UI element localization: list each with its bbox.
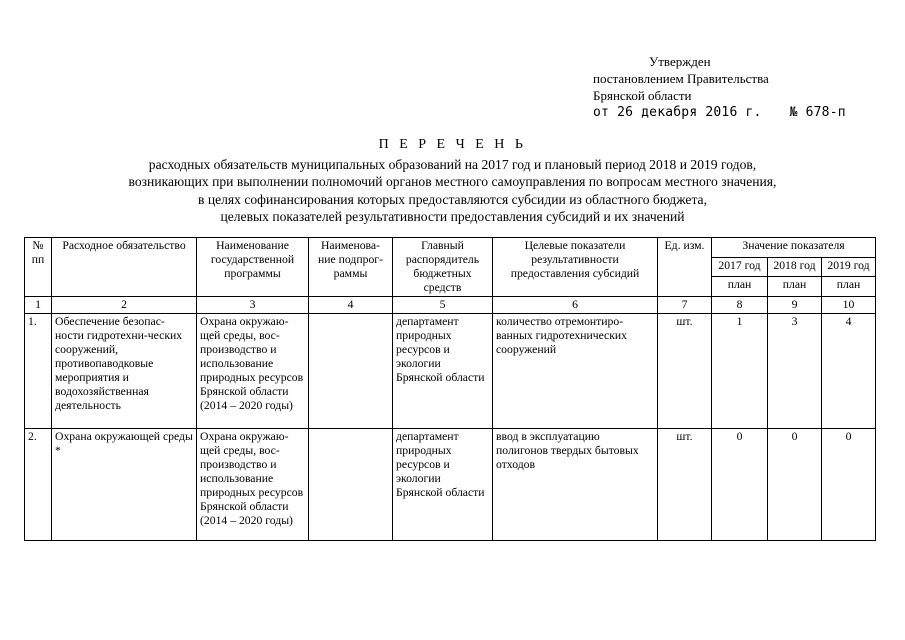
row-obligation: Обеспечение безопас-ности гидротехни-ческих сооружений, противопаводковые мероприятия и водохозяйственная деятельность: [52, 314, 197, 429]
approval-line-2: постановлением Правительства: [593, 71, 769, 86]
header-year-2017: 2017 год: [712, 257, 768, 277]
header-plan-2017: план: [712, 277, 768, 297]
col-number: 4: [309, 297, 393, 314]
row-program: Охрана окружаю-щей среды, вос-производство и использование природных ресурсов Брянской области (2014 – 2020 годы): [197, 429, 309, 541]
row-value-2017: 1: [712, 314, 768, 429]
col-number: 6: [493, 297, 658, 314]
header-obligation: Расходное обязательство: [52, 238, 197, 297]
col-number: 3: [197, 297, 309, 314]
row-value-2018: 0: [768, 429, 822, 541]
approval-block: [593, 53, 846, 121]
row-value-2019: 4: [822, 314, 876, 429]
table-row: [25, 314, 876, 429]
header-program: Наименование государственной программы: [197, 238, 309, 297]
header-unit: Ед. изм.: [658, 238, 712, 297]
title-line-3: в целях софинансирования которых предоставляются субсидии из областного бюджета,: [198, 191, 707, 207]
col-number: 10: [822, 297, 876, 314]
approval-line-3: Брянской области: [593, 88, 692, 103]
row-unit: шт.: [658, 314, 712, 429]
row-obligation: Охрана окружающей среды *: [52, 429, 197, 541]
approval-date-line: [593, 104, 846, 121]
header-plan-2019: план: [822, 277, 876, 297]
row-subprogram: [309, 429, 393, 541]
header-manager: Главный распорядитель бюджетных средств: [393, 238, 493, 297]
approval-line-1: Утвержден: [649, 54, 711, 69]
row-unit: шт.: [658, 429, 712, 541]
approval-number: № 678-п: [789, 105, 846, 120]
col-number: 5: [393, 297, 493, 314]
header-num: № пп: [25, 238, 52, 297]
title-line-2: возникающих при выполнении полномочий органов местного самоуправления по вопросам местного значения,: [128, 174, 777, 189]
header-year-2018: 2018 год: [768, 257, 822, 277]
header-plan-2018: план: [768, 277, 822, 297]
row-program: Охрана окружаю-щей среды, вос-производство и использование природных ресурсов Брянской области (2014 – 2020 годы): [197, 314, 309, 429]
header-subprogram: Наименова- ние подпрог- раммы: [309, 238, 393, 297]
col-number: 2: [52, 297, 197, 314]
row-manager: департамент природных ресурсов и экологии Брянской области: [393, 429, 493, 541]
title-line-1: расходных обязательств муниципальных образований на 2017 год и плановый период 2018 и 2019 годов,: [148, 156, 757, 172]
row-indicator: количество отремонтиро-ванных гидротехнических сооружений: [493, 314, 658, 429]
header-value: Значение показателя: [712, 238, 876, 258]
row-value-2018: 3: [768, 314, 822, 429]
obligations-table: [24, 237, 876, 541]
row-manager: департамент природных ресурсов и экологии Брянской области: [393, 314, 493, 429]
title-line-4: целевых показателей результативности предоставления субсидий и их значений: [220, 209, 685, 224]
row-indicator: ввод в эксплуатацию полигонов твердых бытовых отходов: [493, 429, 658, 541]
approval-date: от 26 декабря 2016 г.: [593, 105, 762, 120]
col-number: 9: [768, 297, 822, 314]
col-number: 1: [25, 297, 52, 314]
row-value-2017: 0: [712, 429, 768, 541]
row-num: 1.: [25, 314, 52, 429]
row-num: 2.: [25, 429, 52, 541]
title-heading: П Е Р Е Ч Е Н Ь: [378, 137, 527, 152]
document-title: [0, 136, 905, 226]
table-row: [25, 429, 876, 541]
col-number: 8: [712, 297, 768, 314]
column-number-row: [25, 297, 876, 314]
row-value-2019: 0: [822, 429, 876, 541]
col-number: 7: [658, 297, 712, 314]
header-indicator: Целевые показатели результативности предоставления субсидий: [493, 238, 658, 297]
row-subprogram: [309, 314, 393, 429]
header-year-2019: 2019 год: [822, 257, 876, 277]
